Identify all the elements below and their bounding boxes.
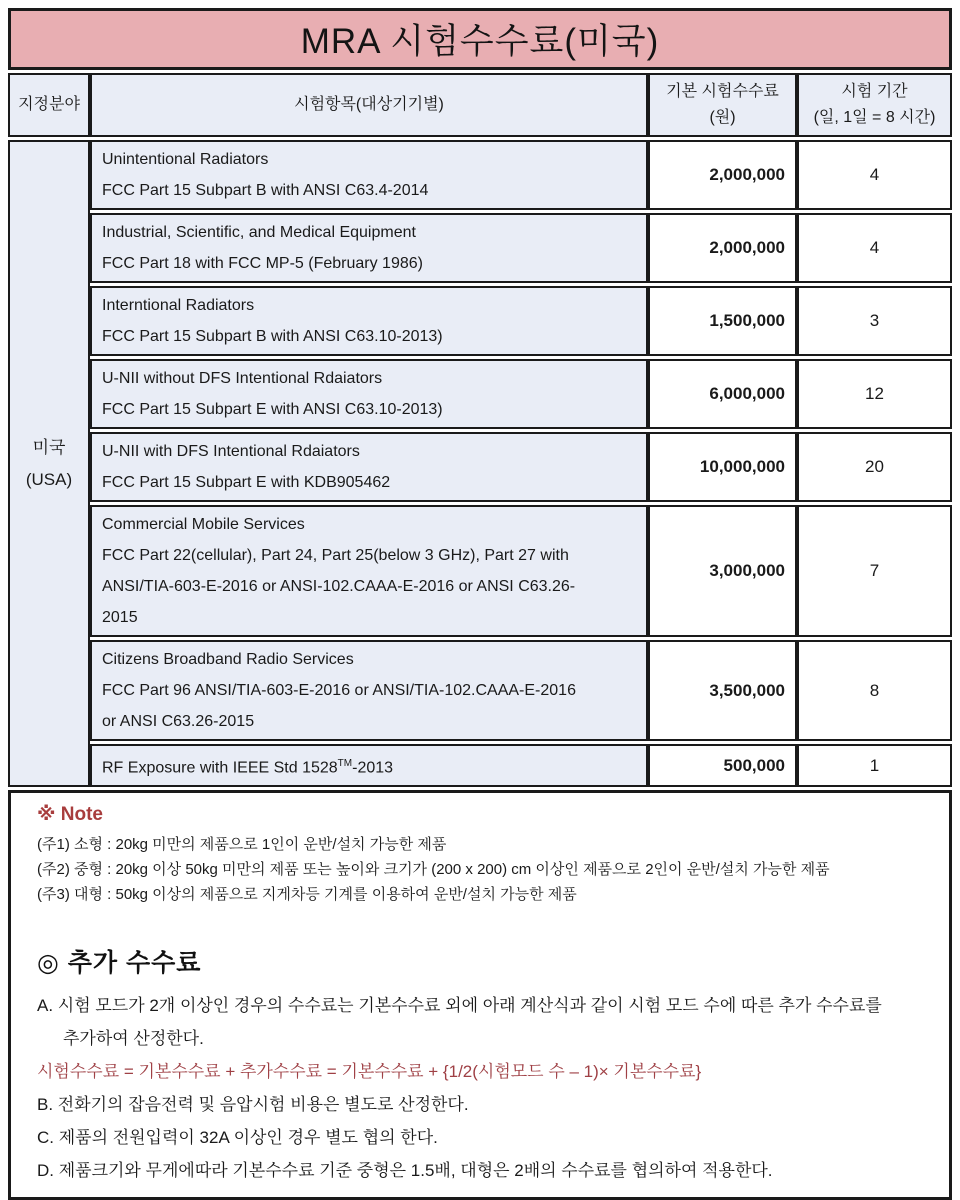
item-line: ANSI/TIA-603-E-2016 or ANSI-102.CAAA-E-2016 or ANSI C63.26- (102, 578, 576, 595)
table-row (8, 432, 952, 502)
header-fee-line1: 기본 시험수수료 (666, 83, 779, 100)
fee-cell: 2,000,000 (648, 213, 797, 283)
item-cell (90, 640, 648, 741)
table-row (8, 140, 952, 210)
category-cell: 미국 (USA) (8, 140, 90, 787)
item-line: FCC Part 15 Subpart B with ANSI C63.4-2014 (102, 182, 429, 199)
item-line: FCC Part 15 Subpart E with ANSI C63.10-2013) (102, 401, 443, 418)
note-item-2: (주2) 중형 : 20kg 이상 50kg 미만의 제품 또는 높이와 크기가 (200 x 200) cm 이상인 제품으로 2인이 운반/설치 가능한 제품 (37, 861, 830, 879)
note-item-1: (주1) 소형 : 20kg 미만의 제품으로 1인이 운반/설치 가능한 제품 (37, 836, 447, 854)
fee-formula: 시험수수료 = 기본수수료 + 추가수수료 = 기본수수료 + {1/2(시험모드 수 – 1)× 기본수수료} (37, 1062, 702, 1082)
days-cell: 8 (797, 640, 952, 741)
header-cell-fee (648, 73, 797, 137)
item-line: FCC Part 22(cellular), Part 24, Part 25(below 3 GHz), Part 27 with (102, 547, 569, 564)
extra-item-d: D. 제품크기와 무게에따라 기본수수료 기준 중형은 1.5배, 대형은 2배의 수수료를 협의하여 적용한다. (37, 1161, 773, 1181)
item-cell (90, 213, 648, 283)
extra-item-b: B. 전화기의 잡음전력 및 음압시험 비용은 별도로 산정한다. (37, 1095, 469, 1115)
item-line: Commercial Mobile Services (102, 516, 305, 533)
item-line: 2015 (102, 609, 138, 626)
fee-cell: 3,500,000 (648, 640, 797, 741)
table-row (8, 286, 952, 356)
days-cell: 7 (797, 505, 952, 637)
item-line: Industrial, Scientific, and Medical Equipment (102, 224, 416, 241)
fee-cell: 500,000 (648, 744, 797, 787)
fee-cell: 2,000,000 (648, 140, 797, 210)
header-period-line2: (일, 1일 = 8 시간) (813, 109, 936, 126)
extra-item-a-line1: A. 시험 모드가 2개 이상인 경우의 수수료는 기본수수료 외에 아래 계산식과 같이 시험 모드 수에 따른 추가 수수료를 (37, 996, 882, 1016)
note-item-3: (주3) 대형 : 50kg 이상의 제품으로 지게차등 기계를 이용하여 운반/설치 가능한 제품 (37, 886, 577, 904)
table-row (8, 359, 952, 429)
item-line: Unintentional Radiators (102, 151, 269, 168)
days-cell: 20 (797, 432, 952, 502)
header-category-label: 지정분야 (18, 96, 80, 113)
header-cell-category (8, 73, 90, 137)
extra-fee-heading: ◎ 추가 수수료 (37, 949, 202, 978)
item-cell (90, 286, 648, 356)
days-cell: 1 (797, 744, 952, 787)
item-line: FCC Part 96 ANSI/TIA-603-E-2016 or ANSI/TIA-102.CAAA-E-2016 (102, 682, 576, 699)
fee-cell: 3,000,000 (648, 505, 797, 637)
title-bar (8, 8, 952, 70)
item-line: Citizens Broadband Radio Services (102, 651, 354, 668)
note-box (8, 790, 952, 1200)
item-line: or ANSI C63.26-2015 (102, 713, 255, 730)
item-line: FCC Part 18 with FCC MP-5 (February 1986) (102, 255, 423, 272)
header-period-line1: 시험 기간 (841, 83, 908, 100)
header-row (8, 73, 952, 137)
note-heading: ※ Note (37, 804, 103, 826)
header-item-label: 시험항목(대상기기별) (294, 96, 444, 113)
item-line: FCC Part 15 Subpart B with ANSI C63.10-2013) (102, 328, 443, 345)
table-row (8, 505, 952, 637)
item-line: RF Exposure with IEEE Std 1528™-2013 (102, 758, 394, 777)
fee-table (8, 70, 952, 790)
item-line: U-NII with DFS Intentional Rdaiators (102, 443, 360, 460)
item-cell (90, 505, 648, 637)
header-cell-item (90, 73, 648, 137)
table-row (8, 640, 952, 741)
item-line: Interntional Radiators (102, 297, 255, 314)
fee-table-body (8, 73, 952, 787)
fee-cell: 6,000,000 (648, 359, 797, 429)
days-cell: 3 (797, 286, 952, 356)
item-line: U-NII without DFS Intentional Rdaiators (102, 370, 383, 387)
extra-item-a-line2: 추가하여 산정한다. (63, 1029, 204, 1049)
item-line: FCC Part 15 Subpart E with KDB905462 (102, 474, 391, 491)
days-cell: 12 (797, 359, 952, 429)
header-cell-period (797, 73, 952, 137)
days-cell: 4 (797, 213, 952, 283)
fee-cell: 1,500,000 (648, 286, 797, 356)
extra-item-c: C. 제품의 전원입력이 32A 이상인 경우 별도 협의 한다. (37, 1128, 438, 1148)
fee-cell: 10,000,000 (648, 432, 797, 502)
header-fee-line2: (원) (709, 109, 736, 126)
item-cell (90, 359, 648, 429)
page-title: MRA 시험수수료(미국) (300, 22, 660, 61)
item-cell (90, 140, 648, 210)
item-cell (90, 744, 648, 787)
table-row (8, 744, 952, 787)
item-cell (90, 432, 648, 502)
days-cell: 4 (797, 140, 952, 210)
table-row (8, 213, 952, 283)
